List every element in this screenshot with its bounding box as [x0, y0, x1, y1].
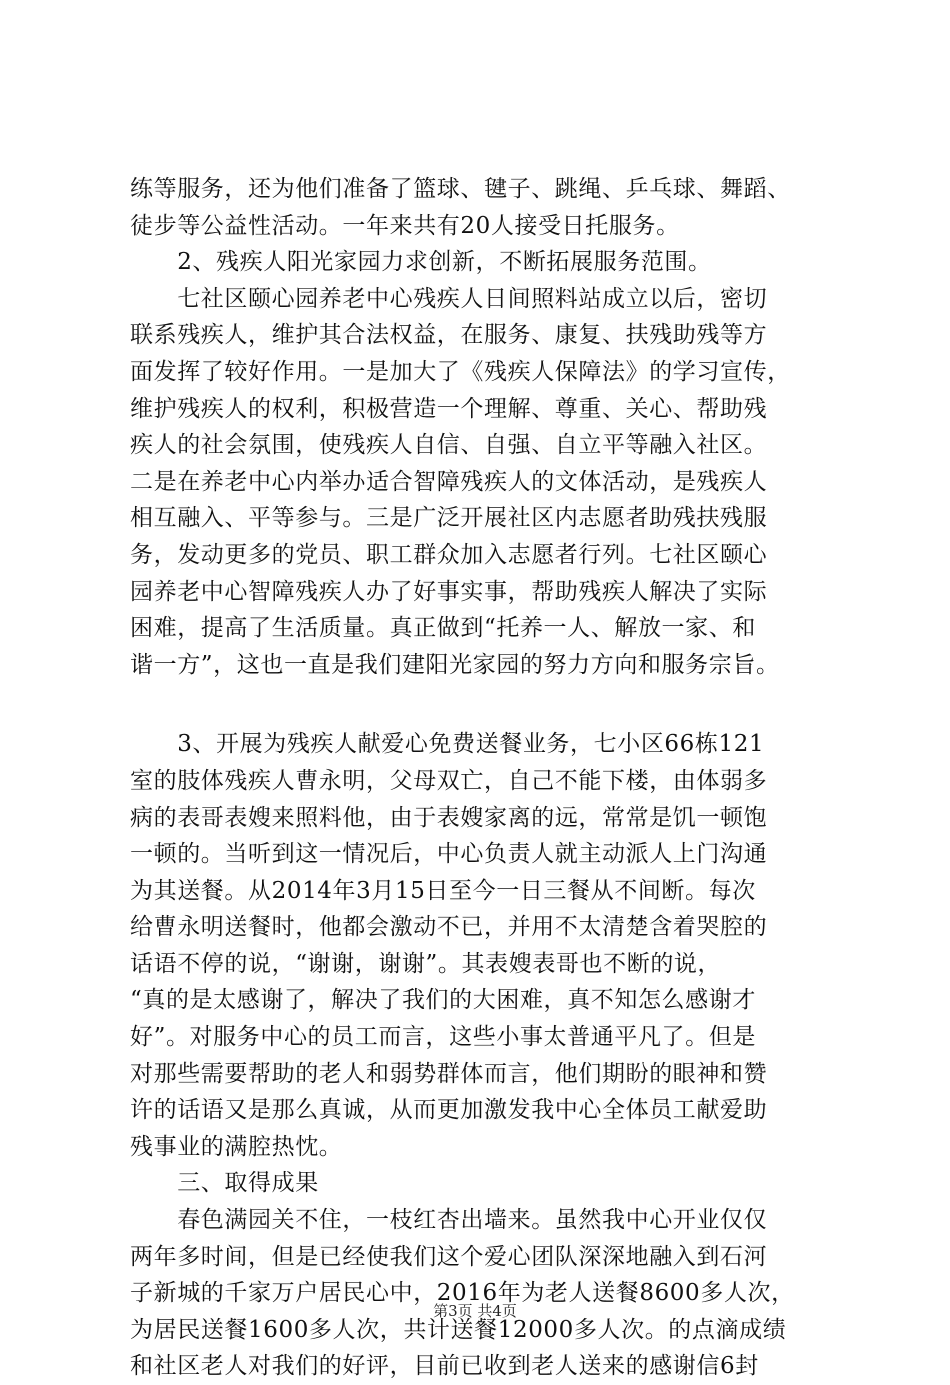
text-line: 相互融入、平等参与。三是广泛开展社区内志愿者助残扶残服 [130, 505, 768, 532]
text-line: “真的是太感谢了，解决了我们的大困难，真不知怎么感谢才 [130, 987, 756, 1014]
text-line: 好”。对服务中心的员工而言，这些小事太普通平凡了。但是 [130, 1024, 756, 1051]
text-line: 务，发动更多的党员、职工群众加入志愿者行列。七社区颐心 [130, 541, 768, 568]
text-line: 二是在养老中心内举办适合智障残疾人的文体活动，是残疾人 [130, 468, 768, 495]
text-line: 3、开展为残疾人献爱心免费送餐业务，七小区66栋121 [130, 731, 765, 758]
text-line: 病的表哥表嫂来照料他，由于表嫂家离的远，常常是饥一顿饱 [130, 804, 768, 831]
text-line: 许的话语又是那么真诚，从而更加激发我中心全体员工献爱助 [130, 1097, 768, 1124]
text-line: 为其送餐。从2014年3月15日至今一日三餐从不间断。每次 [130, 877, 756, 904]
text-line: 维护残疾人的权利，积极营造一个理解、尊重、关心、帮助残 [130, 395, 768, 422]
text-line: 对那些需要帮助的老人和弱势群体而言，他们期盼的眼神和赞 [130, 1060, 768, 1087]
text-line: 给曹永明送餐时，他都会激动不已，并用不太清楚含着哭腔的 [130, 914, 768, 941]
text-line: 面发挥了较好作用。一是加大了《残疾人保障法》的学习宣传， [130, 358, 791, 385]
document-body [130, 171, 850, 1385]
text-line: 三、取得成果 [130, 1170, 319, 1197]
text-line: 2、残疾人阳光家园力求创新，不断拓展服务范围。 [130, 249, 712, 276]
paragraph-block-1 [130, 171, 850, 683]
text-line: 七社区颐心园养老中心残疾人日间照料站成立以后，密切 [130, 285, 768, 312]
text-line: 春色满园关不住，一枝红杏出墙来。虽然我中心开业仅仅 [130, 1207, 768, 1234]
text-line: 徒步等公益性活动。一年来共有20人接受日托服务。 [130, 212, 680, 239]
blank-spacer [130, 683, 850, 726]
text-line: 园养老中心智障残疾人办了好事实事，帮助残疾人解决了实际 [130, 578, 768, 605]
text-line: 子新城的千家万户居民心中，2016年为老人送餐8600多人次， [130, 1280, 795, 1307]
text-line: 和社区老人对我们的好评，目前已收到老人送来的感谢信6封 [130, 1353, 759, 1380]
text-line: 困难，提高了生活质量。真正做到“托养一人、解放一家、和 [130, 615, 756, 642]
text-line: 为居民送餐1600多人次，共计送餐12000多人次。的点滴成绩 [130, 1316, 787, 1343]
text-line: 一顿的。当听到这一情况后，中心负责人就主动派人上门沟通 [130, 841, 768, 868]
text-line: 疾人的社会氛围，使残疾人自信、自强、自立平等融入社区。 [130, 432, 768, 459]
paragraph-block-2 [130, 726, 850, 1385]
text-line: 话语不停的说，“谢谢，谢谢”。其表嫂表哥也不断的说， [130, 950, 722, 977]
text-line: 室的肢体残疾人曹永明，父母双亡，自己不能下楼，由体弱多 [130, 767, 768, 794]
text-line: 谐一方”，这也一直是我们建阳光家园的努力方向和服务宗旨。 [130, 651, 780, 678]
text-line: 两年多时间，但是已经使我们这个爱心团队深深地融入到石河 [130, 1243, 768, 1270]
text-line: 联系残疾人，维护其合法权益，在服务、康复、扶残助残等方 [130, 322, 768, 349]
text-line: 练等服务，还为他们准备了篮球、毽子、跳绳、乒乓球、舞蹈、 [130, 176, 791, 202]
text-line: 残事业的满腔热忱。 [130, 1133, 343, 1160]
page-footer: 第3页 共4页 [433, 1302, 517, 1320]
